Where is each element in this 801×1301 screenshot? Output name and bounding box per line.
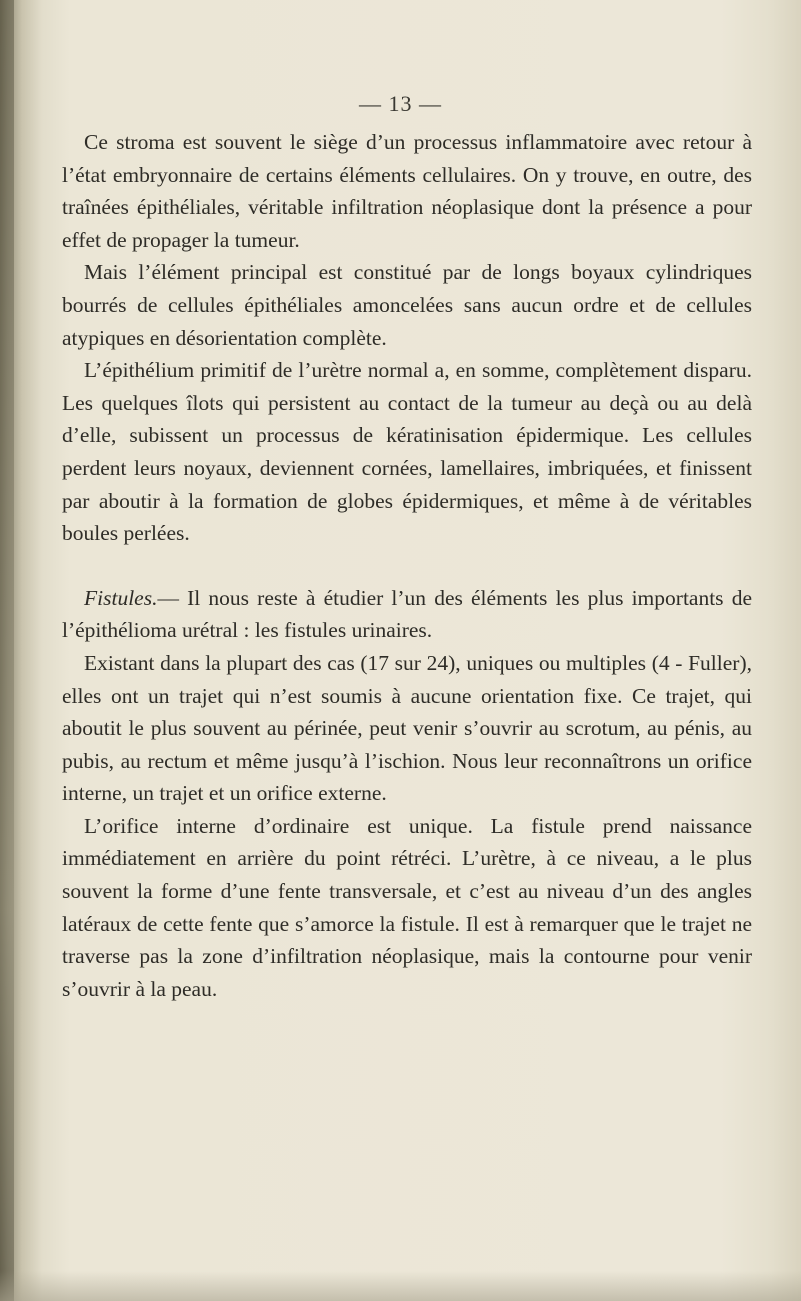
paragraph-fistules-intro	[62, 582, 752, 647]
paragraph-fistules-cases: Existant dans la plupart des cas (17 sur 24), uniques ou multiples (4 - Fuller), elles ont un trajet qui n’est soumis à aucune orientation fixe. Ce trajet, qui aboutit le plus souvent au périnée, peut venir s’ouvrir au scrotum, au pénis, au pubis, au rectum et même jusqu’à l’ischion. Nous leur reconnaîtrons un orifice interne, un trajet et un orifice externe.	[62, 650, 752, 806]
section-heading-fistules: Fistules.	[84, 585, 158, 610]
paragraph-fistules-text: — Il nous reste à étudier l’un des éléments les plus importants de l’épithélioma urétral : les fistules urinaires.	[62, 585, 752, 643]
paragraph-element-principal: Mais l’élément principal est constitué par de longs boyaux cylindriques bourrés de cellules épithéliales amoncelées sans aucun ordre et de cellules atypiques en désorientation complète.	[62, 260, 752, 350]
paragraph-epithelium: L’épithélium primitif de l’urètre normal a, en somme, complètement disparu. Les quelques îlots qui persistent au contact de la tumeur au deçà ou au delà d’elle, subissent un processus de kératinisation épidermique. Les cellules perdent leurs noyaux, deviennent cornées, lamellaires, imbriquées, et finissent par aboutir à la formation de globes épidermiques, et même à de véritables boules perlées.	[62, 358, 752, 546]
paragraph-stroma: Ce stroma est souvent le siège d’un processus inflammatoire avec retour à l’état embryonnaire de certains éléments cellulaires. On y trouve, en outre, des traînées épithéliales, véritable infiltration néoplasique dont la présence a pour effet de propager la tumeur.	[62, 130, 752, 252]
paragraph-orifice-interne: L’orifice interne d’ordinaire est unique. La fistule prend naissance immédiatement en arrière du point rétréci. L’urètre, à ce niveau, a le plus souvent la forme d’une fente transversale, et c’est au niveau d’un des angles latéraux de cette fente que s’amorce la fistule. Il est à remarquer que le trajet ne traverse pas la zone d’infiltration néoplasique, mais la contourne pour venir s’ouvrir à la peau.	[62, 813, 752, 1001]
binding-edge-shadow	[0, 0, 14, 1301]
body-text	[62, 96, 752, 1005]
page-number: — 13 —	[359, 91, 442, 116]
bottom-edge-shadow	[0, 1271, 801, 1301]
